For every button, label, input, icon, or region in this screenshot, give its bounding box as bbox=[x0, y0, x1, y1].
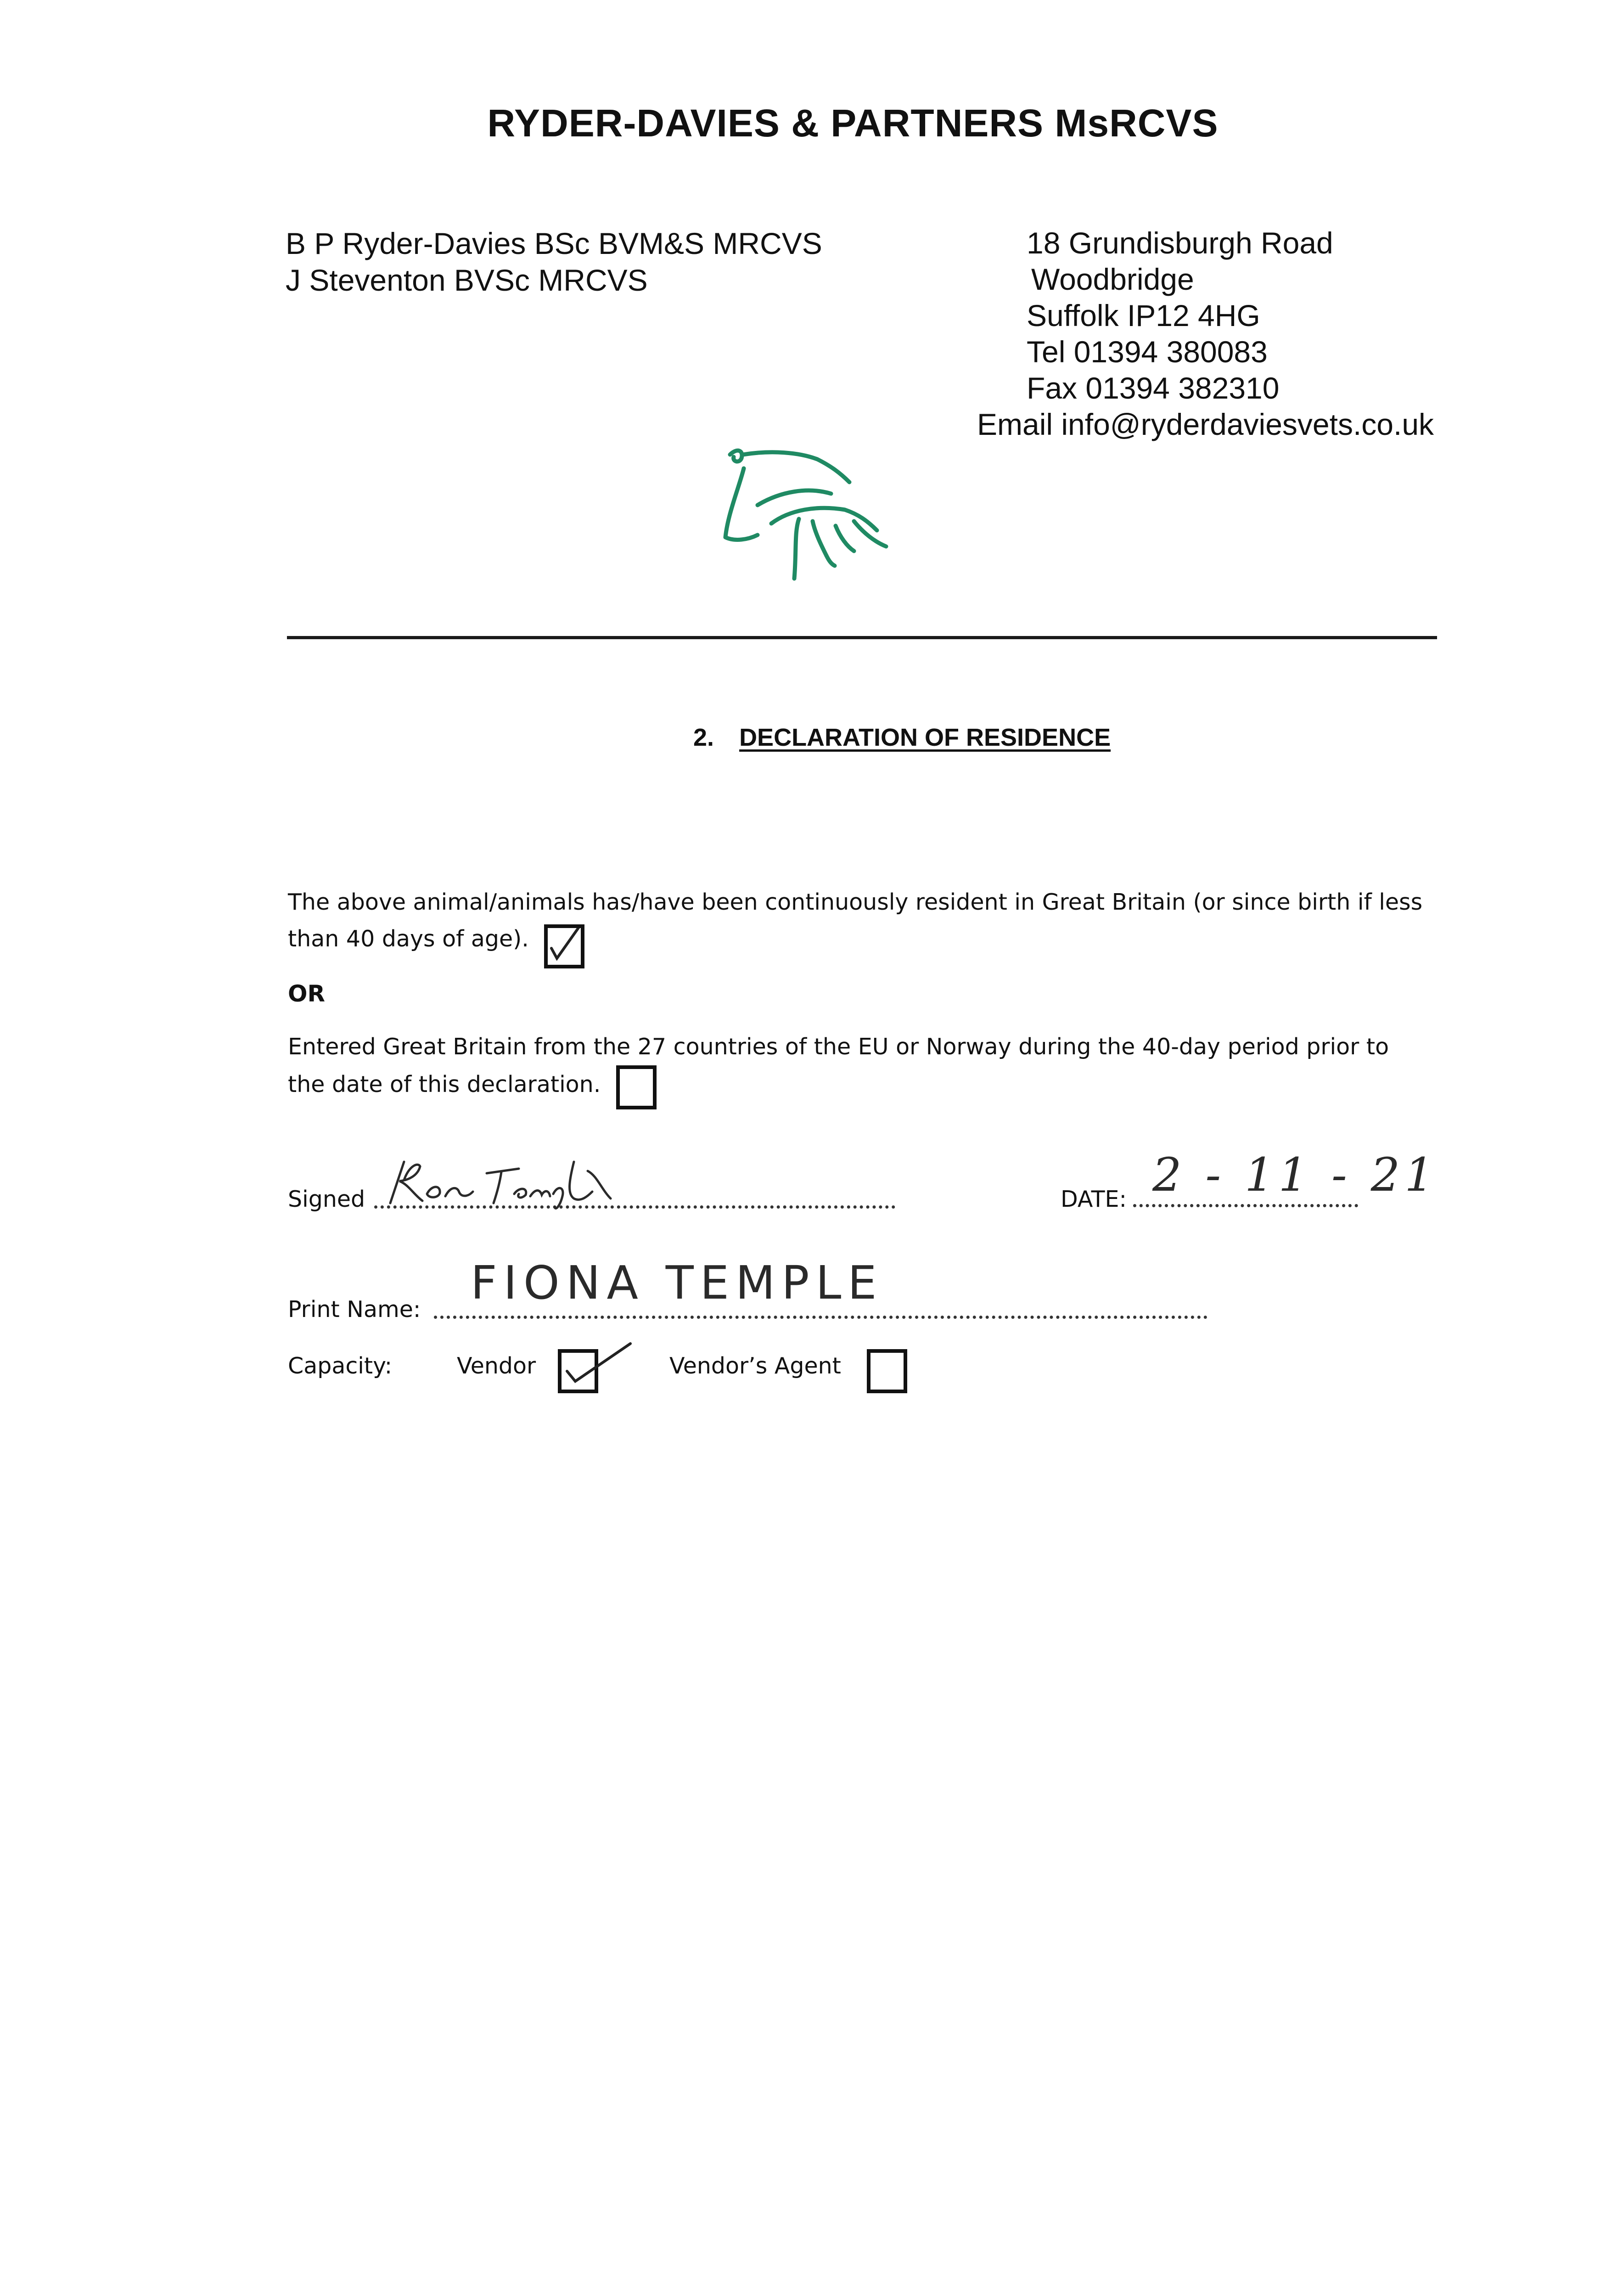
partner-1: B P Ryder-Davies BSc BVM&S MRCVS bbox=[286, 226, 822, 260]
option1-text-line1: The above animal/animals has/have been continuously resident in Great Britain (or since birth if less bbox=[288, 889, 1423, 915]
eu-entry-checkbox[interactable] bbox=[616, 1065, 657, 1109]
vendor-label: Vendor bbox=[457, 1353, 536, 1379]
partners-list bbox=[286, 225, 822, 298]
section-number: 2. bbox=[693, 724, 714, 751]
firm-name: RYDER-DAVIES & PARTNERS MsRCVS bbox=[487, 101, 1219, 145]
option2-text-line2: the date of this declaration. bbox=[288, 1071, 601, 1097]
date-line bbox=[1133, 1204, 1358, 1207]
address-email: Email info@ryderdaviesvets.co.uk bbox=[977, 407, 1434, 441]
date-label: DATE: bbox=[1061, 1186, 1127, 1212]
address-fax: Fax 01394 382310 bbox=[1027, 371, 1280, 405]
signature-image bbox=[381, 1153, 657, 1212]
date-value: 2 - 11 - 21 bbox=[1152, 1148, 1438, 1202]
vendor-checkbox[interactable] bbox=[558, 1349, 598, 1393]
print-name-line bbox=[434, 1316, 1207, 1319]
check-mark-icon bbox=[562, 1353, 621, 1390]
horse-and-foal-logo-icon bbox=[716, 441, 909, 592]
print-name-value: FIONA TEMPLE bbox=[471, 1256, 883, 1310]
header-divider bbox=[287, 636, 1437, 639]
or-label: OR bbox=[288, 980, 326, 1007]
residence-checkbox[interactable] bbox=[544, 924, 584, 968]
section-heading bbox=[693, 723, 1111, 752]
option1-text-line2: than 40 days of age). bbox=[288, 926, 529, 952]
practice-address bbox=[977, 225, 1434, 443]
address-street: 18 Grundisburgh Road bbox=[1027, 226, 1333, 260]
print-name-label: Print Name: bbox=[288, 1296, 421, 1322]
vendor-agent-checkbox[interactable] bbox=[867, 1349, 907, 1393]
signed-label: Signed bbox=[288, 1186, 365, 1212]
section-title: DECLARATION OF RESIDENCE bbox=[739, 724, 1111, 751]
address-county-postcode: Suffolk IP12 4HG bbox=[1027, 298, 1260, 332]
check-mark-icon bbox=[548, 928, 581, 965]
partner-2: J Steventon BVSc MRCVS bbox=[286, 263, 648, 297]
address-tel: Tel 01394 380083 bbox=[1027, 335, 1268, 369]
vendor-agent-label: Vendor’s Agent bbox=[669, 1353, 841, 1379]
option2-text-line1: Entered Great Britain from the 27 countries of the EU or Norway during the 40-day period prior to bbox=[288, 1034, 1389, 1060]
capacity-label: Capacity: bbox=[288, 1353, 393, 1379]
address-town: Woodbridge bbox=[1031, 262, 1194, 296]
